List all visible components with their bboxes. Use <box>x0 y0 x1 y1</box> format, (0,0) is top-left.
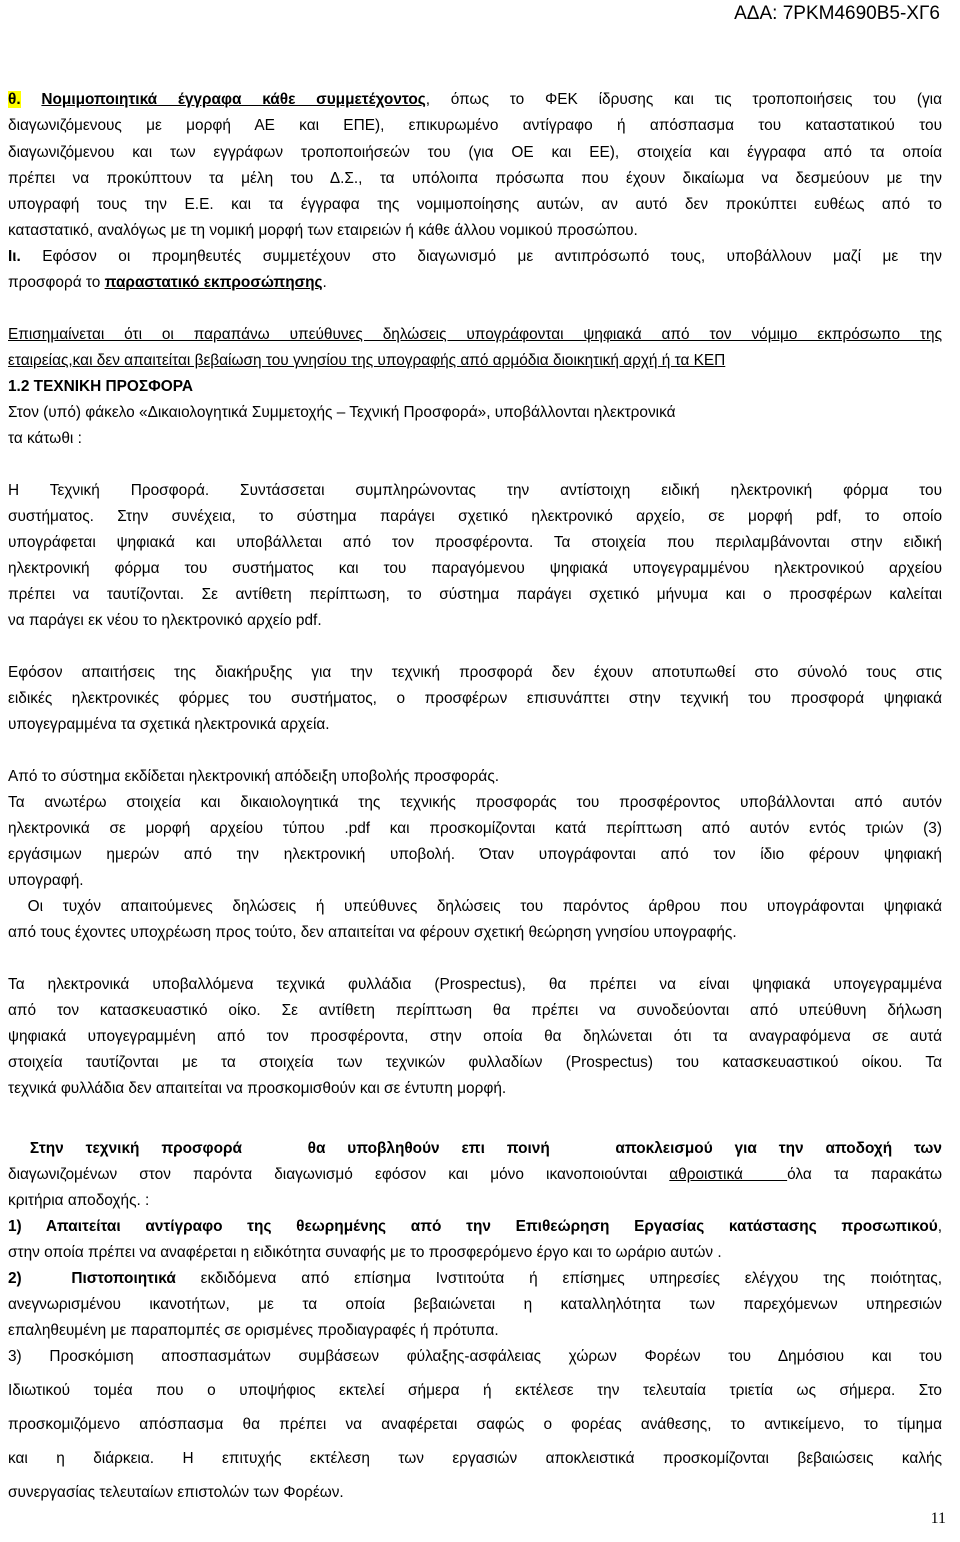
p2-line: υπογεγραμμένα τα σχετικά ηλεκτρονικά αρχεία. <box>8 716 330 733</box>
p1-line: υπογράφεται ψηφιακά και υποβάλλεται από τον προσφέροντα. Τα στοιχεία που περιλαμβάνονται στην ειδική <box>8 534 942 551</box>
req2-line-2: ανεγνωρισμένου ικανοτήτων, με τα οποία βεβαιώνεται η καταλληλότητα των παρεχόμενων υπηρεσιών <box>8 1296 942 1313</box>
theta-line-3: διαγωνιζόμενου και των εγγράφων τροποποιήσεών του (για ΟΕ και ΕΕ), στοιχεία και έγγραφα από τα οποία <box>8 144 942 161</box>
section-heading: 1.2 ΤΕΧΝΙΚΗ ΠΡΟΣΦΟΡΑ <box>8 378 193 395</box>
p4-line: ψηφιακά υπογεγραμμένη από τον προσφέροντα, στην οποία θα δηλώνεται ότι τα αναγραφόμενα σε αυτά <box>8 1028 942 1045</box>
p5-line-3: κριτήρια αποδοχής. : <box>8 1192 150 1209</box>
p1-line: να παράγει εκ νέου το ηλεκτρονικό αρχείο pdf. <box>8 612 322 629</box>
cumulative-word: αθροιστικά <box>669 1166 788 1183</box>
ii-line-2 <box>8 274 942 292</box>
req3-line: προσκομιζόμενο απόσπασμα θα πρέπει να αναφέρεται σαφώς ο φορέας ανάθεσης, το αντικείμενο, το τίμημα <box>8 1416 942 1433</box>
p4-line: Τα ηλεκτρονικά υποβαλλόμενα τεχνικά φυλλάδια (Prospectus), θα πρέπει να είναι ψηφιακά υπογεγραμμένα <box>8 976 942 993</box>
page-number: 11 <box>930 1510 946 1527</box>
p4-line: από τον κατασκευαστικό οίκο. Σε αντίθετη περίπτωση θα πρέπει να συνοδεύονται από υπεύθυνη δήλωση <box>8 1002 942 1019</box>
theta-line-4: πρέπει να προκύπτουν τα μέλη του Δ.Σ., τα υπόλοιπα πρόσωπα που έχουν δικαίωμα να δεσμεύουν με την <box>8 170 942 187</box>
theta-line-6: καταστατικό, αναλόγως με τη νομική μορφή των εταιρειών ή κάθε άλλου νομικού προσώπου. <box>8 222 638 239</box>
p1-line: ηλεκτρονική φόρμα του συστήματος και του παραγόμενου ψηφιακά υπογεγραμμένου ηλεκτρονικού αρχείου <box>8 560 942 577</box>
req2-line-3: επαληθευμένη με παραπομπές σε ορισμένες προδιαγραφές ή πρότυπα. <box>8 1322 499 1339</box>
ii-line-2-start: προσφορά το <box>8 274 105 291</box>
p3-line: εργάσιμων ημερών από την ηλεκτρονική υποβολή. Όταν υπογράφονται από τον ίδιο φέρουν ψηφιακή <box>8 846 942 863</box>
p3-line: Από το σύστημα εκδίδεται ηλεκτρονική απόδειξη υποβολής προσφοράς. <box>8 768 500 785</box>
p3-line: Τα ανωτέρω στοιχεία και δικαιολογητικά της τεχνικής προσφοράς του προσφέροντος υποβάλλονται από αυτόν <box>8 794 942 811</box>
p1-line: Η Τεχνική Προσφορά. Συντάσσεται συμπληρώνοντας την αντίστοιχη ειδική ηλεκτρονική φόρμα του <box>8 482 942 499</box>
req3-line: Ιδιωτικού τομέα που ο υποψήφιος εκτελεί σήμερα ή εκτέλεσε την τελευταία τριετία ως σήμερα. Στο <box>8 1382 942 1399</box>
p5-line-2-start: διαγωνιζομένων στον παρόντα διαγωνισμό εφόσον και μόνο ικανοποιούνται <box>8 1166 670 1183</box>
req2-line-1 <box>8 1270 942 1288</box>
representation-document: παραστατικό εκπροσώπησης <box>104 274 323 291</box>
req1-tail: , <box>937 1218 942 1235</box>
p5-line-1: Στην τεχνική προσφορά θα υποβληθούν επι ποινή αποκλεισμού για την αποδοχή των <box>8 1140 942 1157</box>
req2-line-1-text: εκδιδόμενα από επίσημα Ινστιτούτα ή επίσημες υπηρεσίες ελέγχου της ποιότητας, <box>175 1270 942 1287</box>
ii-marker: Ιι. <box>8 248 21 265</box>
p1-line: πρέπει να ταυτίζονται. Σε αντίθετη περίπτωση, το σύστημα παράγει σχετικό μήνυμα και ο προσφέρων καλείται <box>8 586 942 603</box>
req3-line: 3) Προσκόμιση αποσπασμάτων συμβάσεων φύλαξης-ασφάλειας χώρων Φορέων του Δημόσιου και του <box>8 1348 942 1365</box>
p2-line: ειδικές ηλεκτρονικές φόρμες του συστήματος, ο προσφέρων επισυνάπτει στην τεχνική του προσφορά ψηφιακά <box>8 690 942 707</box>
section-intro-1: Στον (υπό) φάκελο «Δικαιολογητικά Συμμετοχής – Τεχνική Προσφορά», υποβάλλονται ηλεκτρονικά <box>8 404 676 421</box>
p3-line: από τους έχοντες υποχρέωση προς τούτο, δεν απαιτείται να φέρουν σχετική θεώρηση γνησίου υπογραφής. <box>8 924 737 941</box>
p2-line: Εφόσον απαιτήσεις της διακήρυξης για την τεχνική προσφορά δεν έχουν αποτυπωθεί στο σύνολό τους στις <box>8 664 942 681</box>
req1-line-2: στην οποία πρέπει να αναφέρεται η ειδικότητα συναφής με το προσφερόμενο έργο και το ωράριο αυτών . <box>8 1244 722 1261</box>
notice-line-2: εταιρείας,και δεν απαιτείται βεβαίωση του γνησίου της υπογραφής από αρμόδια διοικητική αρχή ή τα ΚΕΠ <box>8 352 726 369</box>
p4-line: τεχνικά φυλλάδια δεν απαιτείται να προσκομισθούν και σε έντυπη μορφή. <box>8 1080 507 1097</box>
theta-line-1 <box>8 91 942 109</box>
req1-line-1 <box>8 1218 942 1236</box>
ii-line-2-end: . <box>322 274 327 291</box>
theta-marker: θ. <box>8 91 21 108</box>
req1-heading: 1) Απαιτείται αντίγραφο της θεωρημένης από την Επιθεώρηση Εργασίας κατάστασης προσωπικού <box>8 1218 938 1235</box>
notice-line-1: Επισημαίνεται ότι οι παραπάνω υπεύθυνες δηλώσεις υπογράφονται ψηφιακά από τον νόμιμο εκπρόσωπο της <box>8 326 942 343</box>
req3-line: και η διάρκεια. Η επιτυχής εκτέλεση των εργασιών αποκλειστικά προσκομίζονται βεβαιώσεις καλής <box>8 1450 942 1467</box>
theta-line-2: διαγωνιζόμενους με μορφή ΑΕ και ΕΠΕ), επικυρωμένο αντίγραφο ή απόσπασμα του καταστατικού του <box>8 117 942 134</box>
p3-line: ηλεκτρονικά σε μορφή αρχείου τύπου .pdf και προσκομίζονται κατά περίπτωση από αυτόν εντός τριών (3) <box>8 820 942 837</box>
theta-line-1-text: , όπως το ΦΕΚ ίδρυσης και τις τροποποιήσεις του (για <box>425 91 942 108</box>
theta-line-5: υπογραφή τους την Ε.Ε. και τα έγγραφα της νομιμοποίησης αυτών, αν αυτό δεν προκύπτει ευθέως από το <box>8 196 942 213</box>
ada-code: ΑΔΑ: 7ΡΚΜ4690Β5-ΧΓ6 <box>734 3 940 24</box>
theta-title: Νομιμοποιητικά έγγραφα κάθε συμμετέχοντος <box>41 91 426 108</box>
req3-line: συνεργασίας τελευταίων επιστολών των Φορέων. <box>8 1484 344 1501</box>
p1-line: συστήματος. Στην συνέχεια, το σύστημα παράγει σχετικό ηλεκτρονικό αρχείο, σε μορφή pdf, το οποίο <box>8 508 942 525</box>
p4-line: στοιχεία ταυτίζονται με τα στοιχεία των τεχνικών φυλλαδίων (Prospectus) του κατασκευαστικού οίκου. Τα <box>8 1054 942 1071</box>
section-intro-2: τα κάτωθι : <box>8 430 82 447</box>
p3-line: Οι τυχόν απαιτούμενες δηλώσεις ή υπεύθυνες δηλώσεις του παρόντος άρθρου που υπογράφονται ψηφιακά <box>8 898 942 915</box>
ii-line-1 <box>8 248 942 266</box>
req2-heading: 2) Πιστοποιητικά <box>8 1270 176 1287</box>
p3-line: υπογραφή. <box>8 872 84 889</box>
ii-line-1-text: Εφόσον οι προμηθευτές συμμετέχουν στο διαγωνισμό με αντιπρόσωπό τους, υποβάλλουν μαζί με την <box>20 248 942 265</box>
p5-line-2 <box>8 1166 942 1184</box>
p5-line-2-end: όλα τα παρακάτω <box>787 1166 942 1183</box>
